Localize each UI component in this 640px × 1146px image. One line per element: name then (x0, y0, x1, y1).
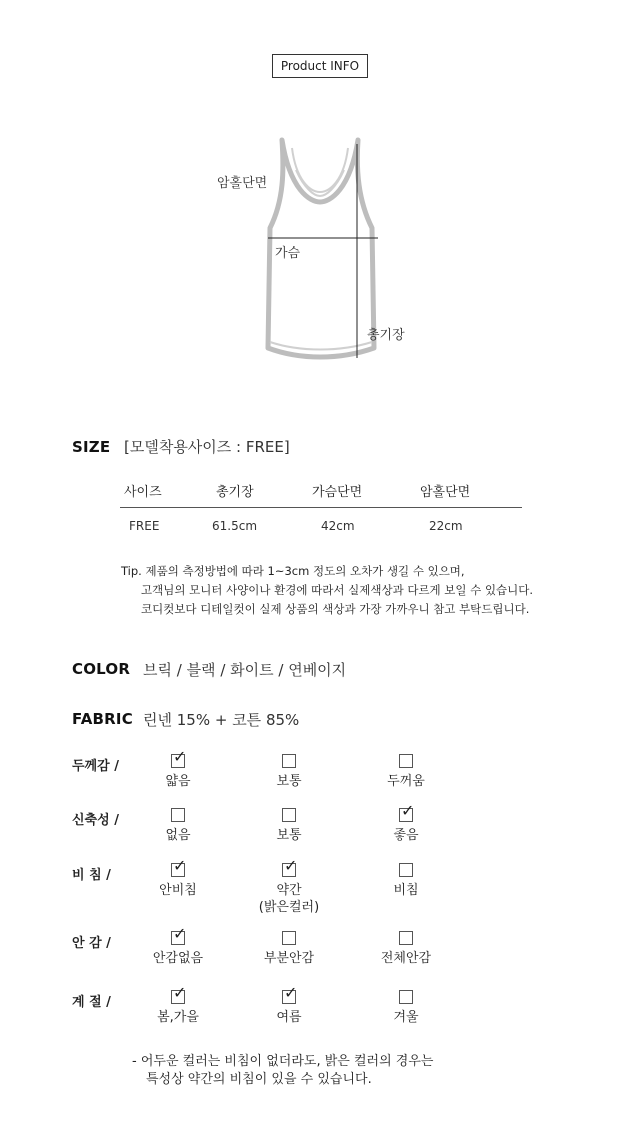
size-cell-length: 61.5cm (212, 519, 258, 533)
color-value: 브릭 / 블랙 / 화이트 / 연베이지 (143, 661, 347, 679)
property-option (229, 983, 349, 1026)
checkbox-icon (171, 856, 187, 877)
property-option (118, 924, 238, 967)
property-option (118, 747, 238, 790)
checkbox-icon (399, 801, 415, 822)
size-col-armhole: 암홀단면 (420, 485, 471, 500)
checkmark-icon: ✓ (401, 801, 415, 820)
property-option (229, 931, 349, 967)
option-label: 보통 (276, 774, 302, 789)
size-cell-armhole: 22cm (429, 519, 463, 533)
option-label: 여름 (276, 1010, 302, 1025)
checkbox-icon (282, 808, 296, 822)
size-col-length: 총기장 (216, 485, 254, 500)
option-label: 부분안감 (263, 951, 315, 966)
tip-line-1: Tip. 제품의 측정방법에 따라 1~3cm 정도의 오차가 생길 수 있으며, (121, 564, 465, 578)
property-label: 신축성 / (72, 813, 119, 828)
product-info-title: Product INFO (272, 54, 368, 78)
option-label: 좋음 (393, 828, 419, 843)
property-option (118, 983, 238, 1026)
note-line-2: 특성상 약간의 비침이 있을 수 있습니다. (146, 1072, 372, 1087)
size-cell-chest: 42cm (321, 519, 355, 533)
checkbox-icon (399, 990, 413, 1004)
property-option (118, 808, 238, 844)
fabric-heading: FABRIC (72, 710, 133, 728)
option-label: 보통 (276, 828, 302, 843)
chest-label: 가슴 (275, 246, 301, 261)
checkmark-icon: ✓ (284, 856, 298, 875)
model-size-note: [모델착용사이즈 : FREE] (124, 438, 290, 456)
property-option (229, 808, 349, 844)
option-label: 비침 (393, 883, 419, 898)
size-col-chest: 가슴단면 (312, 485, 363, 500)
checkmark-icon: ✓ (173, 747, 187, 766)
option-label: 약간 (276, 883, 302, 898)
tip-line-2: 고객님의 모니터 사양이나 환경에 따라서 실제색상과 다르게 보일 수 있습니다. (141, 583, 534, 597)
property-option (346, 754, 466, 790)
size-col-size: 사이즈 (124, 485, 162, 500)
option-label: 전체안감 (380, 951, 432, 966)
property-option (346, 990, 466, 1026)
option-label: 안감없음 (152, 951, 204, 966)
checkbox-icon (399, 931, 413, 945)
checkmark-icon: ✓ (173, 983, 187, 1002)
option-label: 겨울 (393, 1010, 419, 1025)
property-option (118, 856, 238, 899)
checkbox-icon (282, 983, 298, 1004)
option-label: 얇음 (165, 774, 191, 789)
option-label: 봄,가을 (157, 1010, 199, 1025)
checkbox-icon (282, 931, 296, 945)
checkbox-icon (399, 754, 413, 768)
option-label: 없음 (165, 828, 191, 843)
checkbox-icon (171, 983, 187, 1004)
option-sublabel: (밝은컬러) (258, 900, 320, 915)
checkbox-icon (282, 754, 296, 768)
tip-line-3: 코디컷보다 디테일컷이 실제 상품의 색상과 가장 가까우니 참고 부탁드립니다. (141, 602, 530, 616)
size-heading: SIZE (72, 438, 111, 456)
checkmark-icon: ✓ (173, 924, 187, 943)
length-label: 총기장 (367, 328, 405, 343)
option-label: 안비침 (159, 883, 197, 898)
option-label: 두꺼움 (387, 774, 425, 789)
neckline-trim-1 (292, 148, 348, 192)
size-table-rule (120, 507, 522, 508)
checkmark-icon: ✓ (173, 856, 187, 875)
property-option (346, 863, 466, 899)
property-label: 두께감 / (72, 759, 119, 774)
checkbox-icon (171, 747, 187, 768)
property-option (229, 754, 349, 790)
checkbox-icon (399, 863, 413, 877)
size-cell-size: FREE (129, 519, 160, 533)
checkbox-icon (282, 856, 298, 877)
property-label: 계 절 / (72, 995, 111, 1010)
note-line-1: - 어두운 컬러는 비침이 없더라도, 밝은 컬러의 경우는 (132, 1054, 434, 1069)
checkbox-icon (171, 808, 185, 822)
armhole-label: 암홀단면 (217, 176, 268, 191)
property-option (346, 931, 466, 967)
color-heading: COLOR (72, 660, 131, 678)
checkbox-icon (171, 924, 187, 945)
property-option (346, 801, 466, 844)
checkmark-icon: ✓ (284, 983, 298, 1002)
property-label: 안 감 / (72, 936, 111, 951)
property-label: 비 침 / (72, 868, 111, 883)
property-option (229, 856, 349, 916)
fabric-value: 린넨 15% + 코튼 85% (143, 711, 300, 729)
